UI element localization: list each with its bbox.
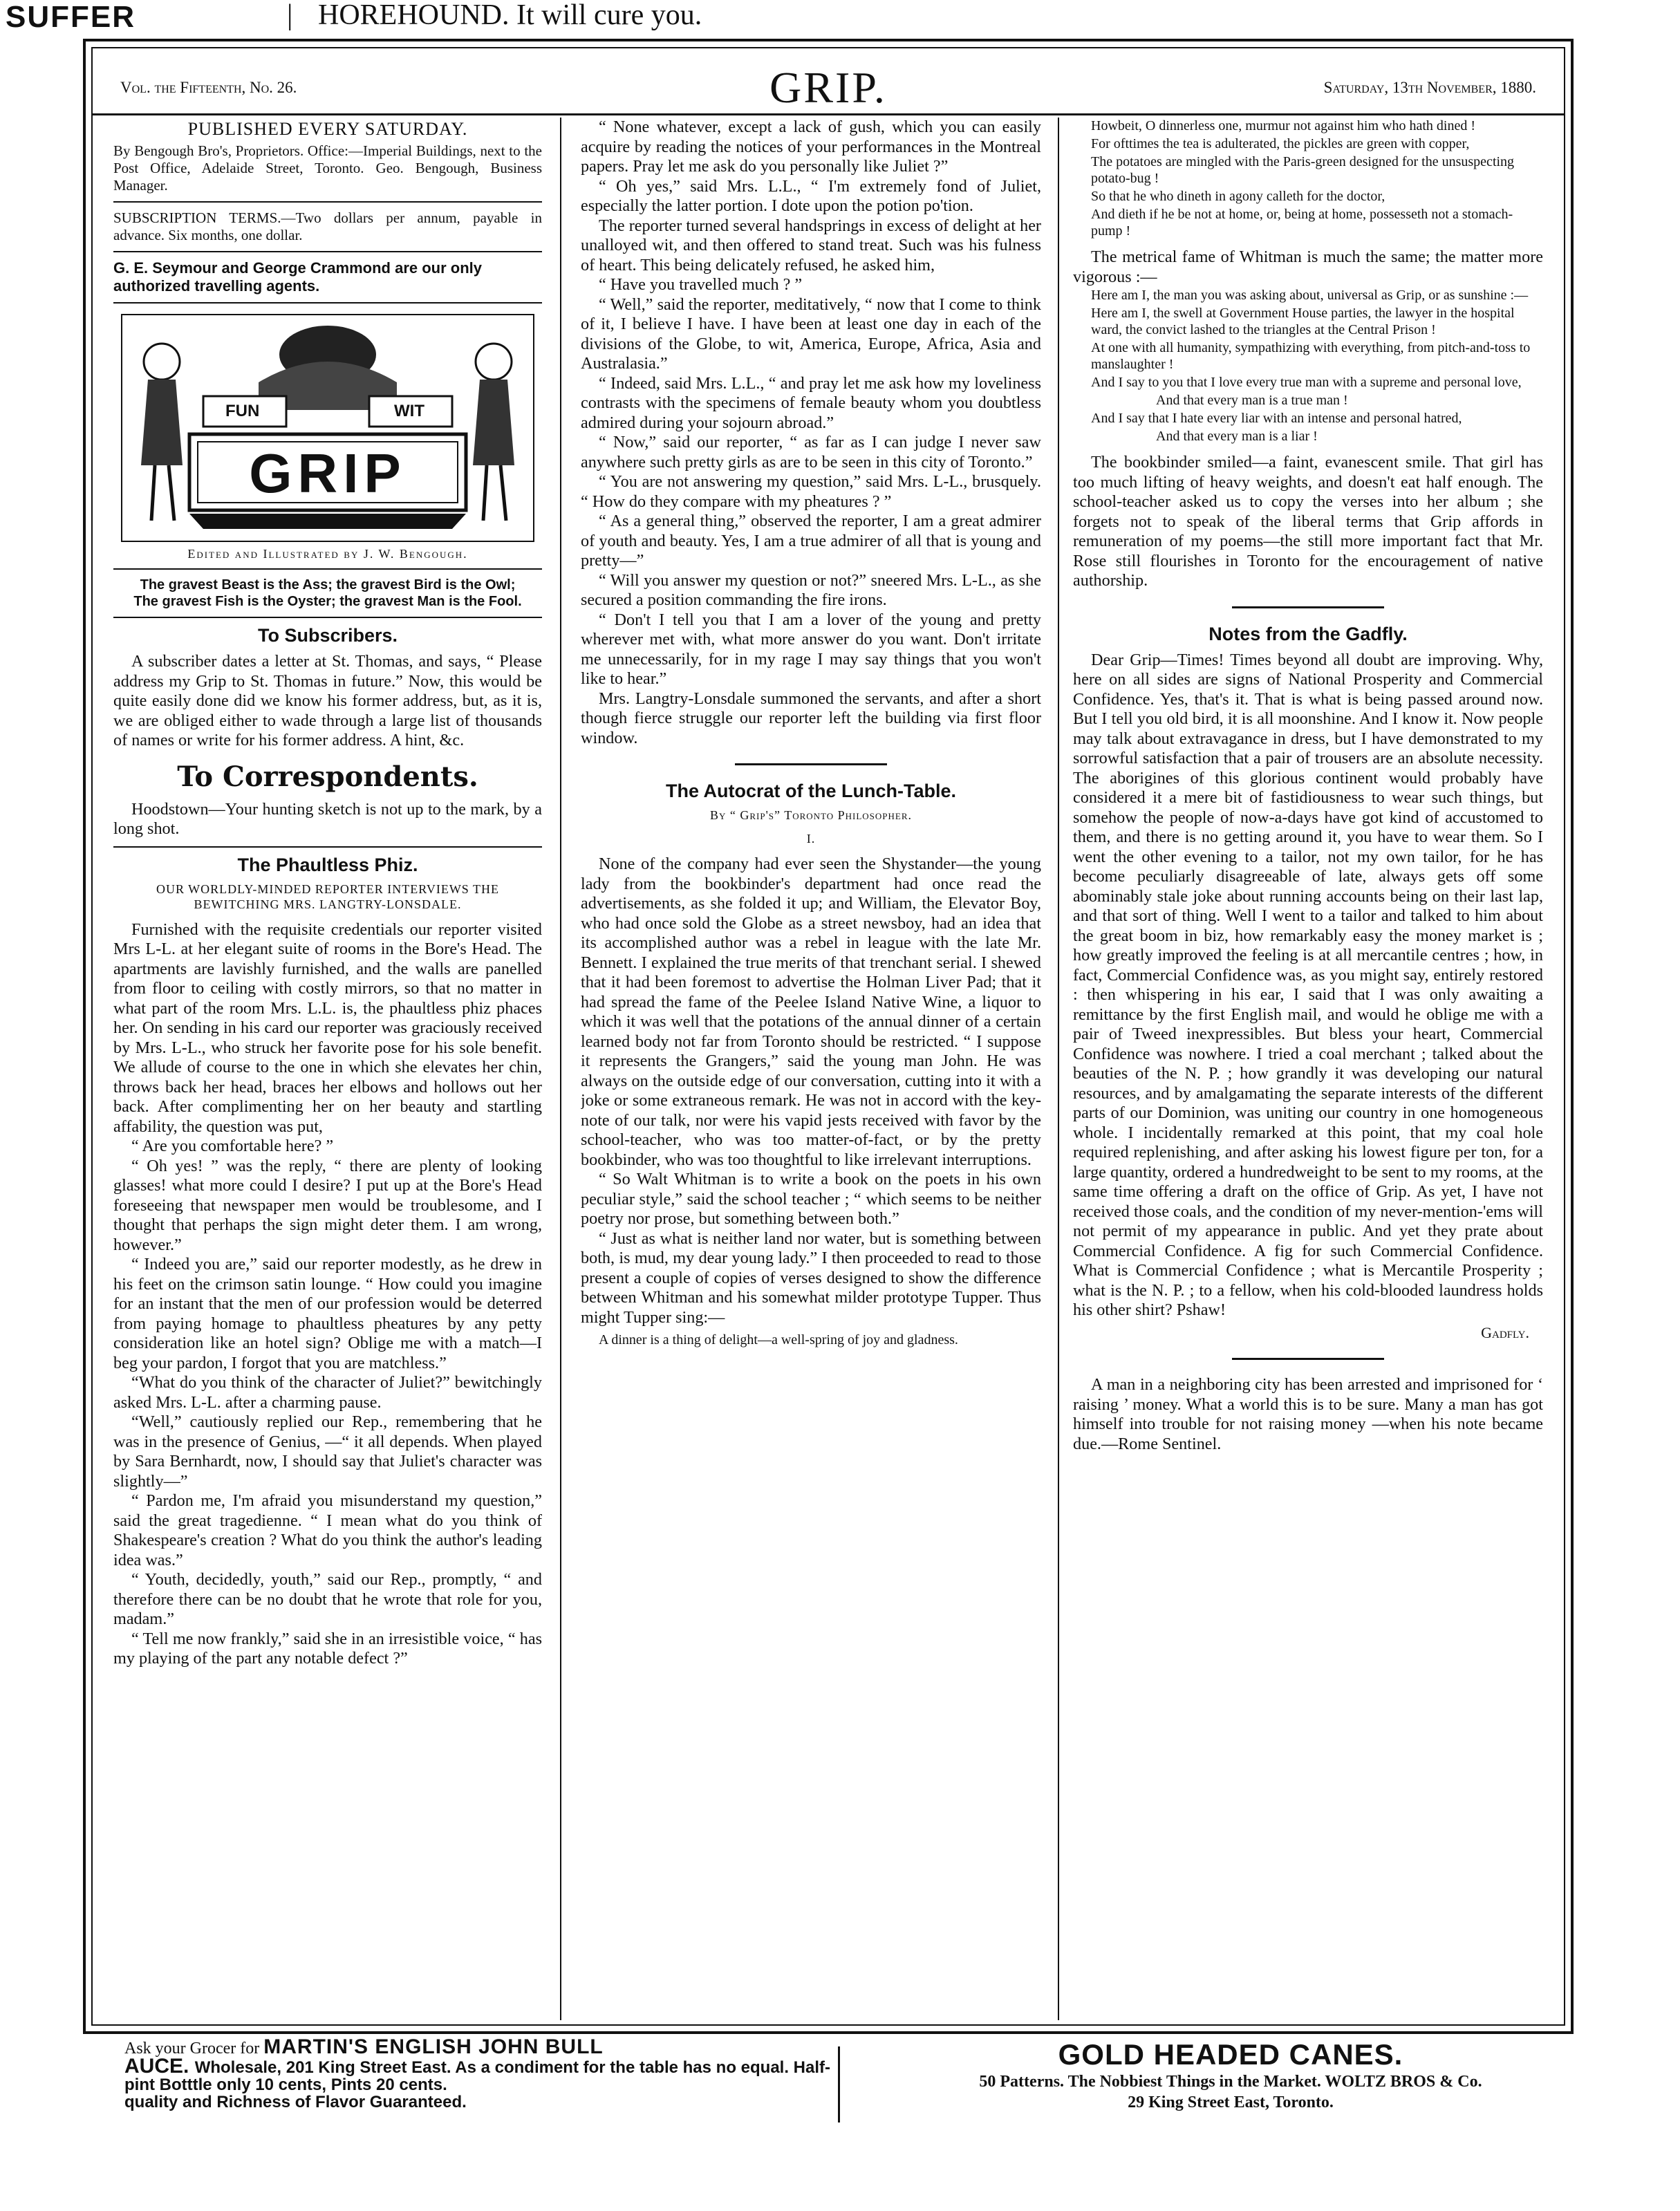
ad1-sauce-word: AUCE. <box>124 2055 195 2078</box>
ad1-details: Wholesale, 201 King Street East. As a condiment for the table has no equal. Half-pint Botttle only 10 cents, Pints 20 cents. <box>124 2058 830 2094</box>
proprietors-notice: By Bengough Bro's, Proprietors. Office:—Imperial Buildings, next to the Post Office, Adelaide Street, Toronto. Geo. Bengough, Business Manager. <box>113 142 542 194</box>
banner-text: HOREHOUND. It will cure you. <box>318 0 702 31</box>
whitman-verse-line: Here am I, the swell at Government House parties, the lawyer in the hospital ward, the convict lashed to the triangles at the Central Prison ! <box>1091 306 1515 337</box>
column-2 <box>581 118 1041 2022</box>
autocrat-paragraph: “ Just as what is neither land nor water, but is something between both, is mud, my dear young lady.” I then proceeded to read to those present a couple of copies of verses designed to show the difference between Whitman and his somewhat milder prototype Tupper. Thus might Tupper sing:— <box>581 1229 1041 1327</box>
interview-paragraph: “ As a general thing,” observed the reporter, I am a great admirer of youth and beauty. Yes, I am a true admirer of all that is young and pretty—” <box>581 512 1041 570</box>
interview-paragraph: “ Now,” said our reporter, “ as far as I can judge I never saw anywhere such pretty girls as are to be seen in this city of Toronto.” <box>581 433 1041 472</box>
phiz-paragraph: “ Tell me now frankly,” said she in an irresistible voice, “ has my playing of the part any notable defect ?” <box>113 1629 542 1668</box>
grip-masthead-illustration <box>120 313 535 543</box>
subscribers-text: A subscriber dates a letter at St. Thomas, and says, “ Please address my Grip to St. Thomas in future.” Now, this would be quite easily done did we know his former address, but, as it is, we are obliged either to wade through a large list of thousands of names or write for his former address. A hint, &c. <box>113 652 542 749</box>
masthead-drawing <box>120 313 535 543</box>
masthead-wit-label: WIT <box>394 402 424 420</box>
phiz-paragraph: “ Oh yes! ” was the reply, “ there are plenty of looking glasses! what more could I desire? I put up at the Bore's Head foreseeing that newspaper men would be troublesome, and I thought that perhaps the sign might deter them. I am wrong, however.” <box>113 1156 542 1254</box>
autocrat-heading: The Autocrat of the Lunch-Table. <box>666 781 956 801</box>
editor-credit: Edited and Illustrated by J. W. Bengough. <box>187 547 468 561</box>
top-banner <box>0 0 1680 35</box>
section-divider <box>1232 606 1384 608</box>
gadfly-letter: Dear Grip—Times! Times beyond all doubt are improving. Why, here on all sides are signs of National Prosperity and Commercial Confidence. Yes, that's it. That is what is being passed around now. But I tell you old bird, it is all moonshine. And I know it. Now people may talk about extravagance in dress, but I have demonstrated to my sorrowful satisfaction that a pair of trousers are an absolute necessity. The aborigines of this glorious continent would probably have considered it a mere bit of fastidiousness to wear such things, but somehow the people of now-a-days have got kind of accustomed to them, and there is no getting around it, you have to wear them. So I went the other evening to a tailor, not my own tailor, for he has become peculiarly disagreeable of late, always gets off some abominably stale joke about running accounts being on their last lap, and that sort of thing. Well I went to a tailor and talked to him about the great boom in biz, how remarkably easy the money market is ; how greatly improved the feeling is at all mercantile centres ; how, in fact, Commercial Confidence was, as you might say, entirely restored : then whispering in his ear, I said that I was only awaiting a remittance by the first English mail, and would he oblige me with a pair of Tweed inexpressibles. But bless your heart, Commercial Confidence was nowhere. I tried a coal merchant ; talked about the beauties of the N. P. ; how grandly it was developing our natural resources, and by amalgamating the separate interests of the different parts of our Dominion, was uniting our country in one homogeneous whole. I incidentally remarked at this point, that my coal hole required replenishing, and after asking his lowest figure per ton, for a large quantity, ordered a hundredweight to be sent to my rooms, at the same time offering a draft on the office of Grip. As yet, I have not received those coals, and the condition of my never-mention-'ems will not permit of my appearance in public. And yet they prate about Commercial Confidence. A fig for such Commercial Confidence. What is Commercial Confidence ; what is Mercantile Prosperity ; what is the N. P. ; to a fellow, when his cold-blooded laundress holds his other shirt? Pshaw! <box>1073 650 1543 1319</box>
phiz-heading: The Phaultless Phiz. <box>237 854 418 875</box>
bookbinder-paragraph: The bookbinder smiled—a faint, evanescent smile. That girl has too much lifting of heavy weights, and doesn't eat half enough. The school-teacher asked us to copy the verses into her album ; she forgets not to speak of the liberal terms that Grip affords in remuneration of my poems—the still more important fact that Mr. Rose still flourishes in Toronto for the encouragement of native authorship. <box>1073 453 1543 590</box>
page-title: GRIP. <box>769 63 887 112</box>
ad2-line-1: 50 Patterns. The Nobbiest Things in the Market. WOLTZ BROS & Co. <box>979 2073 1482 2091</box>
banner-separator: | <box>287 0 293 31</box>
autocrat-paragraph: “ So Walt Whitman is to write a book on the poets in his own peculiar style,” said the school teacher ; “ which seems to be neither poetry nor prose, but something between both.” <box>581 1170 1041 1228</box>
ad2-heading: GOLD HEADED CANES. <box>1058 2038 1403 2071</box>
column-3 <box>1073 118 1543 2022</box>
page-frame-inner <box>91 47 1565 2026</box>
phiz-paragraph: “What do you think of the character of Juliet?” bewitchingly asked Mrs. L-L. after a charming pause. <box>113 1373 542 1412</box>
section-divider <box>735 763 887 765</box>
autocrat-byline: By “ Grip's” Toronto Philosopher. <box>709 808 913 822</box>
ad2-line-2: 29 King Street East, Toronto. <box>1128 2093 1334 2111</box>
page-frame <box>83 39 1574 2034</box>
tupper-verse-line: And dieth if he be not at home, or, being at home, possesseth not a stomach-pump ! <box>1091 207 1513 239</box>
bottom-ads <box>83 2033 1574 2136</box>
canes-advertisement <box>885 2038 1576 2113</box>
phiz-paragraph: “ Youth, decidedly, youth,” said our Rep., promptly, “ and therefore there can be no doubt that he wrote that role for you, madam.” <box>113 1570 542 1628</box>
column-1 <box>113 118 542 2022</box>
sauce-advertisement <box>124 2035 850 2111</box>
divider <box>113 568 542 570</box>
gadfly-heading: Notes from the Gadfly. <box>1208 623 1408 644</box>
phiz-paragraph: “Well,” cautiously replied our Rep., remembering that he was in the presence of Genius, —“ it all depends. When played by Sara Bernhardt, now, I should say that Juliet's character was slightly—” <box>113 1412 542 1491</box>
subscribers-heading: To Subscribers. <box>257 625 398 646</box>
volume-number: Vol. the Fifteenth, No. 26. <box>120 79 297 96</box>
motto-line-1: The gravest Beast is the Ass; the gravest Bird is the Owl; <box>140 577 516 593</box>
masthead-grip-label: GRIP <box>249 442 407 504</box>
whitman-verse-line: And I say that I hate every liar with an intense and personal hatred, <box>1091 411 1462 426</box>
interview-paragraph: “ Well,” said the reporter, meditatively, “ now that I come to think of it, I believe I have. I have been at least one day in each of the divisions of the Globe, to wit, America, Europe, Africa, Asia and Australasia.” <box>581 295 1041 373</box>
column-rule-2 <box>1058 118 1059 2020</box>
section-divider <box>1232 1358 1384 1360</box>
published-line: PUBLISHED EVERY SATURDAY. <box>187 119 468 139</box>
whitman-verse-line: And that every man is a liar ! <box>1156 429 1318 444</box>
masthead-fun-label: FUN <box>225 402 260 420</box>
issue-date: Saturday, 13th November, 1880. <box>1323 79 1536 96</box>
interview-paragraph: “ Have you travelled much ? ” <box>599 275 803 294</box>
whitman-verse-line: And I say to you that I love every true man with a supreme and personal love, <box>1091 375 1522 390</box>
ad1-guarantee: quality and Richness of Flavor Guaranteed. <box>124 2093 467 2111</box>
interview-paragraph: “ None whatever, except a lack of gush, which you can easily acquire by reading the notices of your performances in the Montreal papers. Pray let me ask do you personally like Juliet ?” <box>581 118 1041 176</box>
autocrat-numeral: I. <box>806 832 816 846</box>
divider <box>113 251 542 252</box>
divider <box>113 201 542 203</box>
ad-divider <box>838 2046 840 2123</box>
interview-paragraph: Mrs. Langtry-Lonsdale summoned the servants, and after a short though fierce struggle our reporter left the building via first floor window. <box>581 689 1041 747</box>
whitman-verse-line: Here am I, the man you was asking about, universal as Grip, or as sunshine :— <box>1091 288 1529 303</box>
interview-paragraph: “ You are not answering my question,” said Mrs. L-L., brusquely. “ How do they compare with my pheatures ? ” <box>581 472 1041 511</box>
phiz-paragraph: “ Indeed you are,” said our reporter modestly, as he drew in his feet on the crimson satin lounge. “ How could you imagine for an instant that the men of our profession would be deterred from paying homage to phaultless pheatures by any petty consideration like an hotel sign? Oblige me with a match—I beg your pardon, I forgot that you are matchless.” <box>113 1255 542 1372</box>
divider <box>113 302 542 304</box>
tupper-verse-line: The potatoes are mingled with the Paris-green designed for the unsuspecting potato-bug ! <box>1091 154 1515 186</box>
phiz-paragraph: “ Pardon me, I'm afraid you misunderstand my question,” said the great tragedienne. “ I mean what do you think of Shakespeare's creation ? What do you think the author's leading idea was.” <box>113 1491 542 1569</box>
interview-paragraph: “ Oh yes,” said Mrs. L.L., “ I'm extremely fond of Juliet, especially the latter portion. I dote upon the potion po'tion. <box>581 176 1041 215</box>
phiz-subheading: OUR WORLDLY-MINDED REPORTER INTERVIEWS THE BEWITCHING MRS. LANGTRY-LONSDALE. <box>156 881 499 911</box>
subscription-terms: SUBSCRIPTION TERMS.—Two dollars per annum, payable in advance. Six months, one dollar. <box>113 209 542 243</box>
whitman-verse-line: And that every man is a true man ! <box>1156 393 1348 408</box>
agents-notice: G. E. Seymour and George Crammond are our only authorized travelling agents. <box>113 259 483 295</box>
interview-paragraph: The reporter turned several handsprings in excess of delight at her unalloyed wit, and then offered to stand treat. Such was his fulness of heart. This being delicately refused, he asked him, <box>581 216 1041 274</box>
phiz-paragraph: Furnished with the requisite credentials our reporter visited Mrs L-L. at her elegant suite of rooms in the Bore's Head. The apartments are lavishly furnished, and the walls are panelled from floor to ceiling with costly mirrors, so that no matter in what part of the room Mrs. L.L. is, the phaultless phiz phaces her. On sending in his card our reporter was graciously received by Mrs. L-L., who struck her favorite pose for his sole benefit. We allude of course to the one in which she elevates her chin, throws back her head, braces her elbows and hollows out her back. After complimenting her on her beauty and startling affability, the question was put, <box>113 920 542 1136</box>
interview-paragraph: “ Will you answer my question or not?” sneered Mrs. L-L., as she secured a position commanding the fire irons. <box>581 570 1041 609</box>
ad1-intro: Ask your Grocer for <box>124 2040 264 2058</box>
tupper-verse: A dinner is a thing of delight—a well-spring of joy and gladness. <box>599 1332 958 1347</box>
autocrat-paragraph: None of the company had ever seen the Shystander—the young lady from the bookbinder's department had once read the advertisements, as she folded it up; and William, the Elevator Boy, who had once sold the Globe as a street newsboy, had an idea that its accomplished author was a rebel in league with the late Mr. Bennett. I explained the true merits of that trenchant serial. I shewed that it had been foremost to advertise the Holman Liver Pad; that it had spread the fame of the Peelee Island Native Wine, a liquor to which it was well that the potations of the annual dinner of a certain learned body not far from Toronto should be restricted. “ I suppose it represents the Grangers,” said the young man John. He was always on the outside edge of our conversation, cutting into it with a joke or some extraneous remark. He was not in accord with the key-note of our talk, nor were his vapid jests received with favor by the school-teacher, who was too matter-of-fact, or by the pretty bookbinder, who was too thoughtful to like irrelevant interruptions. <box>581 855 1041 1169</box>
divider <box>113 617 542 618</box>
closing-paragraph: A man in a neighboring city has been arrested and imprisoned for ‘ raising ’ money. What a world this is to be sure. Many a man has got himself into trouble for not raising money —when his note became due.—Rome Sentinel. <box>1073 1375 1543 1453</box>
interview-paragraph: “ Don't I tell you that I am a lover of the young and pretty wherever met with, what more answer do you want. Don't irritate me unnecessarily, for in my rage I may say things that you won't like to hear.” <box>581 610 1041 688</box>
tupper-verse-line: So that he who dineth in agony calleth for the doctor, <box>1091 189 1385 204</box>
gadfly-signature: Gadfly. <box>1481 1323 1529 1341</box>
correspondents-heading: To Correspondents. <box>177 760 478 793</box>
page-header <box>93 48 1564 115</box>
ad1-brand: MARTIN'S ENGLISH JOHN BULL <box>263 2035 604 2058</box>
tupper-verse-line: Howbeit, O dinnerless one, murmur not against him who hath dined ! <box>1091 118 1476 133</box>
whitman-verse-line: At one with all humanity, sympathizing with everything, from pitch-and-toss to manslaughter ! <box>1091 340 1531 372</box>
tupper-verse-line: For ofttimes the tea is adulterated, the pickles are green with copper, <box>1091 136 1470 151</box>
whitman-intro: The metrical fame of Whitman is much the same; the matter more vigorous :— <box>1073 248 1543 286</box>
banner-brand: SUFFER <box>6 0 136 34</box>
phiz-paragraph: “ Are you comfortable here? ” <box>131 1137 334 1155</box>
divider <box>113 846 542 848</box>
column-rule-1 <box>560 118 561 2020</box>
motto-line-2: The gravest Fish is the Oyster; the gravest Man is the Fool. <box>133 594 522 609</box>
interview-paragraph: “ Indeed, said Mrs. L.L., “ and pray let me ask how my loveliness contrasts with the specimens of female beauty whom you doubtless admired during your sojourn abroad.” <box>581 373 1041 432</box>
correspondents-text: Hoodstown—Your hunting sketch is not up to the mark, by a long shot. <box>113 799 542 838</box>
